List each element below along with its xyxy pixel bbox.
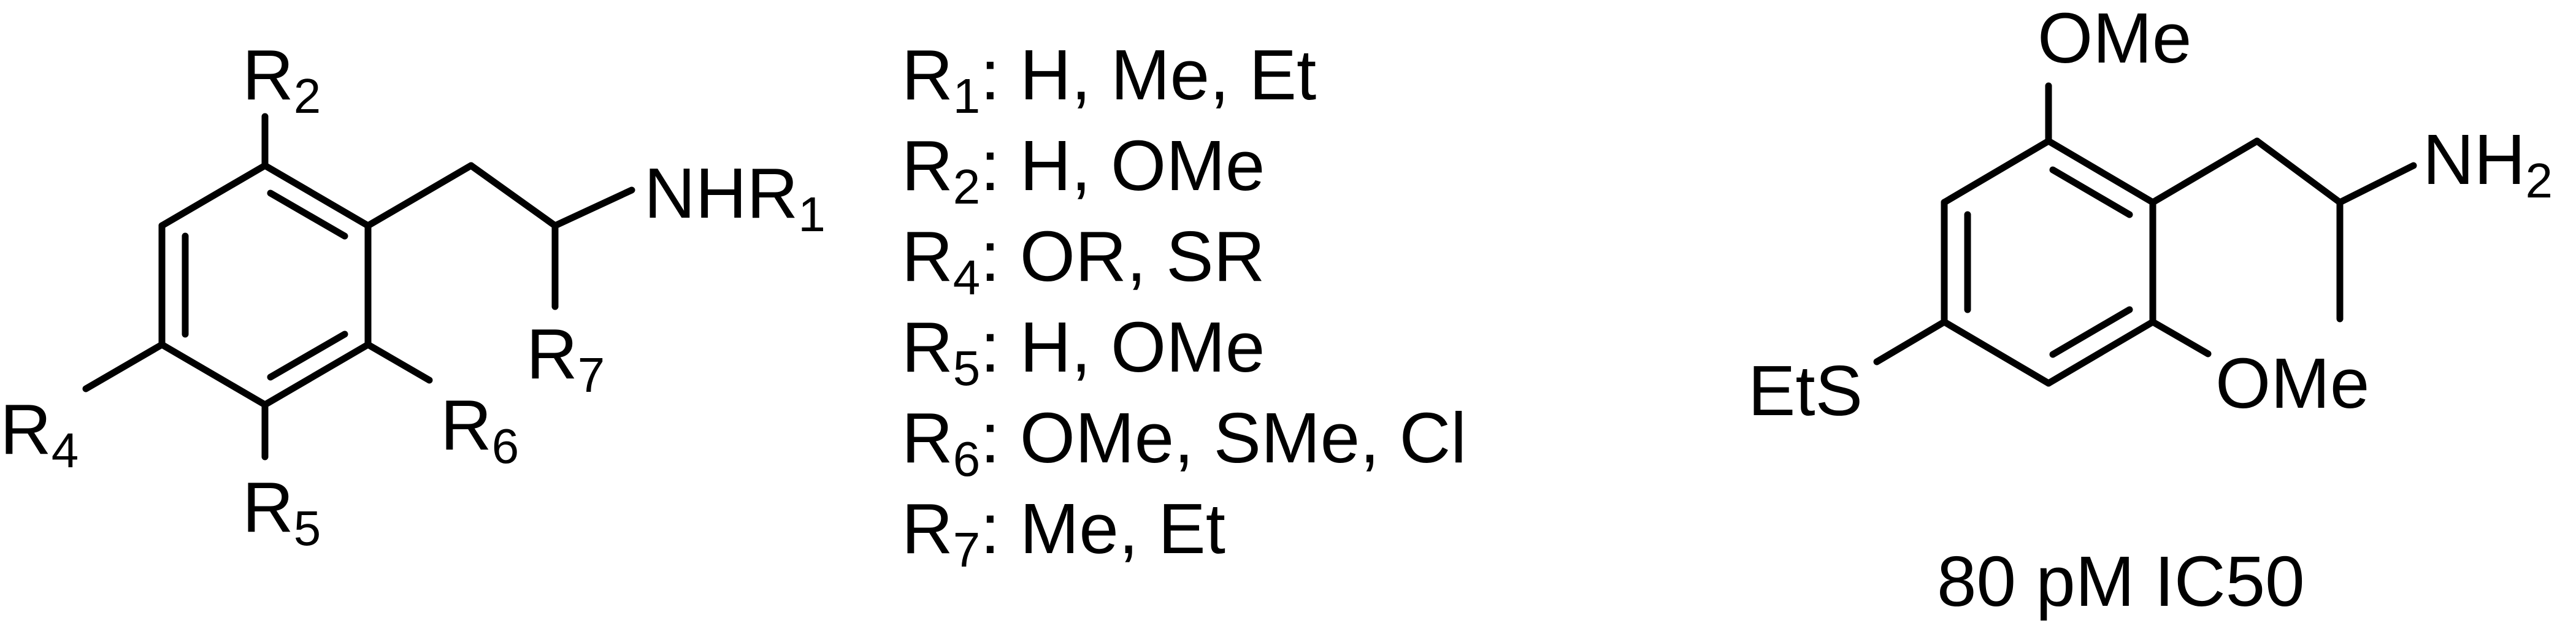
label-ets: EtS xyxy=(1748,351,1863,430)
label-r5: R5 xyxy=(242,467,321,556)
bond-bottom-ome xyxy=(2153,322,2208,354)
table-row-r5: R5: H, OMe xyxy=(902,307,1265,396)
label-r7: R7 xyxy=(526,314,605,402)
label-amine-nhr1: NHR1 xyxy=(644,153,826,242)
general-benzene-ring xyxy=(162,166,368,405)
label-r2: R2 xyxy=(242,35,321,123)
substituent-table xyxy=(902,35,1466,577)
bond-chain-1 xyxy=(368,166,471,226)
label-amine-nh2: NH2 xyxy=(2423,120,2553,208)
label-bottom-ome: OMe xyxy=(2215,343,2370,423)
bond-ex-chain-n xyxy=(2340,166,2413,202)
table-row-r4: R4: OR, SR xyxy=(902,216,1265,305)
bond-r6 xyxy=(368,345,429,380)
general-structure xyxy=(0,35,826,556)
bond-r4 xyxy=(86,345,162,389)
label-r4: R4 xyxy=(0,389,79,478)
example-benzene-ring xyxy=(1944,141,2153,383)
potency-caption: 80 pM IC50 xyxy=(1937,541,2305,621)
bond-chain-n xyxy=(555,190,632,226)
table-row-r2: R2: H, OMe xyxy=(902,126,1265,214)
bond-ex-chain-1 xyxy=(2153,141,2257,202)
label-r6: R6 xyxy=(440,385,519,473)
bond-ets xyxy=(1877,322,1944,362)
bond-chain-2 xyxy=(471,166,555,226)
table-row-r1: R1: H, Me, Et xyxy=(902,35,1317,123)
label-top-ome: OMe xyxy=(2037,0,2192,78)
bond-ex-chain-2 xyxy=(2257,141,2340,202)
table-row-r7: R7: Me, Et xyxy=(902,489,1225,577)
table-row-r6: R6: OMe, SMe, Cl xyxy=(902,398,1467,486)
example-compound xyxy=(1748,0,2553,621)
